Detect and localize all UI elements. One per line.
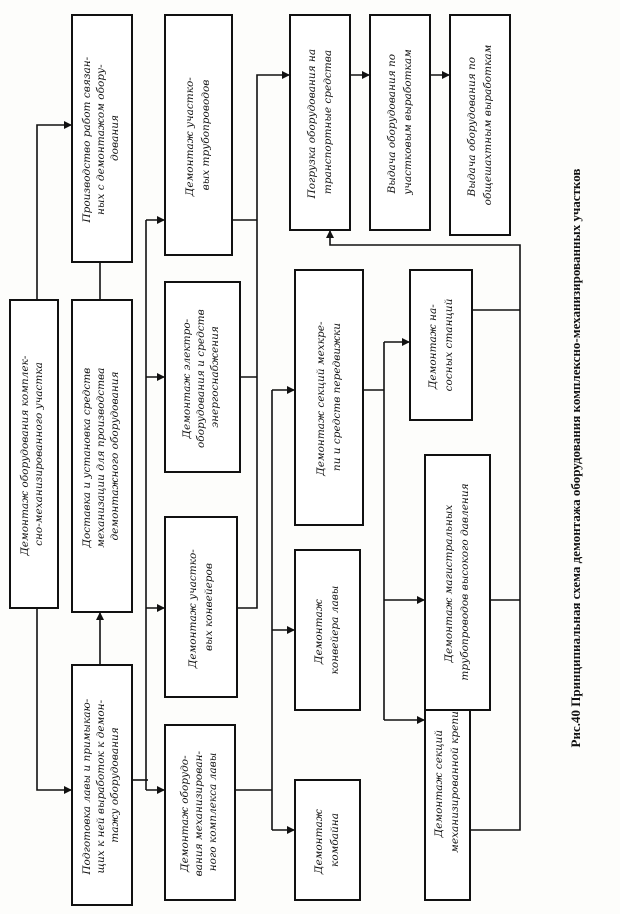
connector-b1-b2	[37, 608, 72, 790]
arrow-b14	[417, 596, 425, 604]
box-b7-line-2: оборудования и средств	[195, 309, 207, 449]
arrow-b13	[417, 716, 425, 724]
arrow-b17	[442, 71, 450, 79]
box-b1-line-1: Демонтаж оборудования комплек-	[19, 355, 31, 556]
box-b3-line-1: Доставка и установка средств	[81, 367, 93, 548]
connector-b6-b12	[237, 75, 290, 608]
box-b10-line-1: Демонтаж	[313, 599, 325, 665]
box-b14	[425, 455, 490, 710]
box-b16-line-2: участковым выработкам	[402, 49, 414, 195]
box-b9-line-2: комбайна	[329, 813, 341, 867]
box-b9-line-1: Демонтаж	[313, 809, 325, 875]
svg-text:Демонтаж оборудо- вания	[179, 748, 219, 877]
arrow-b5	[157, 786, 165, 794]
box-b8	[165, 15, 232, 255]
box-b7-line-1: Демонтаж электро-	[181, 318, 193, 439]
box-b12-line-1: Погрузка оборудования на	[306, 48, 318, 199]
box-b8-line-2: вых трубопроводов	[200, 79, 212, 191]
box-b1	[10, 300, 58, 608]
box-b12-line-2: транспортные средства	[322, 49, 334, 195]
box-b17	[450, 15, 510, 235]
box-b2-line-3: тажу оборудования	[109, 727, 121, 843]
box-b5-line-2: вания механизирован-	[193, 750, 205, 877]
box-b1-line-2: сно-механизированного участка	[33, 362, 45, 546]
arrow-b6	[157, 604, 165, 612]
box-b6	[165, 517, 237, 697]
arrow-b3	[96, 612, 104, 620]
box-b14-line-2: трубопроводов высокого давления	[459, 483, 471, 681]
box-b7	[165, 282, 240, 472]
arrow-b4	[64, 121, 72, 129]
arrow-b11	[287, 386, 295, 394]
box-b10-line-2: конвейера лавы	[329, 585, 341, 675]
box-b6-line-2: вых конвейеров	[203, 563, 215, 651]
arrow-b12	[282, 71, 290, 79]
box-b5-line-1: Демонтаж оборудо-	[179, 755, 191, 872]
box-b11-line-2: пи и средств передвижки	[331, 322, 343, 472]
box-b4-line-3: дования	[109, 115, 121, 161]
box-b5	[165, 725, 235, 900]
box-b11-line-1: Демонтаж секций мехкре-	[315, 321, 327, 476]
box-b5-line-3: ного комплекса лавы	[207, 752, 219, 872]
svg-text:Демонтаж электро- оборуд	[181, 306, 221, 448]
arrow-b16	[362, 71, 370, 79]
arrow-b7	[157, 373, 165, 381]
figure-caption: Рис.40 Принципиальная схема демонтажа оборудования комплексно-механизированных участков	[568, 168, 583, 748]
box-b8-line-1: Демонтаж участко-	[184, 77, 196, 197]
box-b15-line-1: Демонтаж на-	[427, 304, 439, 390]
box-b15-line-2: сосных станций	[443, 298, 455, 392]
svg-text:Доставка и установка средств	[81, 364, 121, 548]
box-b12	[290, 15, 350, 230]
arrow-b10	[287, 626, 295, 634]
box-b17-line-1: Выдача оборудования по	[466, 56, 478, 197]
box-b13-line-2: механизированной крепи	[449, 711, 461, 853]
arrow-b15	[402, 338, 410, 346]
arrow-b9	[287, 826, 295, 834]
box-b10	[295, 550, 360, 710]
box-b4-line-2: ных с демонтажом обору-	[95, 64, 107, 216]
box-b9	[295, 780, 360, 900]
arrow-b2	[64, 786, 72, 794]
box-b11	[295, 270, 363, 525]
arrow-b12-return	[326, 230, 334, 238]
box-b16	[370, 15, 430, 230]
box-b3	[72, 300, 132, 612]
box-b14-line-1: Демонтаж магистральных	[443, 504, 455, 663]
box-b3-line-2: механизации для производства	[95, 367, 107, 548]
box-b16-line-1: Выдача оборудования по	[386, 53, 398, 194]
box-b2-line-2: щих к ней выработок к демон-	[95, 699, 107, 874]
box-b7-line-3: энергоснабжения	[209, 326, 221, 428]
box-b15	[410, 270, 472, 420]
connector-b1-b4	[37, 125, 72, 300]
box-b13-line-1: Демонтаж секций	[433, 729, 445, 838]
box-b2	[72, 665, 132, 905]
box-b4	[72, 15, 132, 262]
box-b2-line-1: Подготовка лавы и примыкаю-	[81, 698, 93, 875]
box-b4-line-1: Производство работ связан-	[81, 56, 93, 223]
box-b6-line-1: Демонтаж участко-	[187, 549, 199, 669]
box-b17-line-2: общешахтным выработкам	[482, 44, 494, 206]
box-b3-line-3: демонтажного оборудования	[109, 371, 121, 541]
arrow-b8	[157, 216, 165, 224]
